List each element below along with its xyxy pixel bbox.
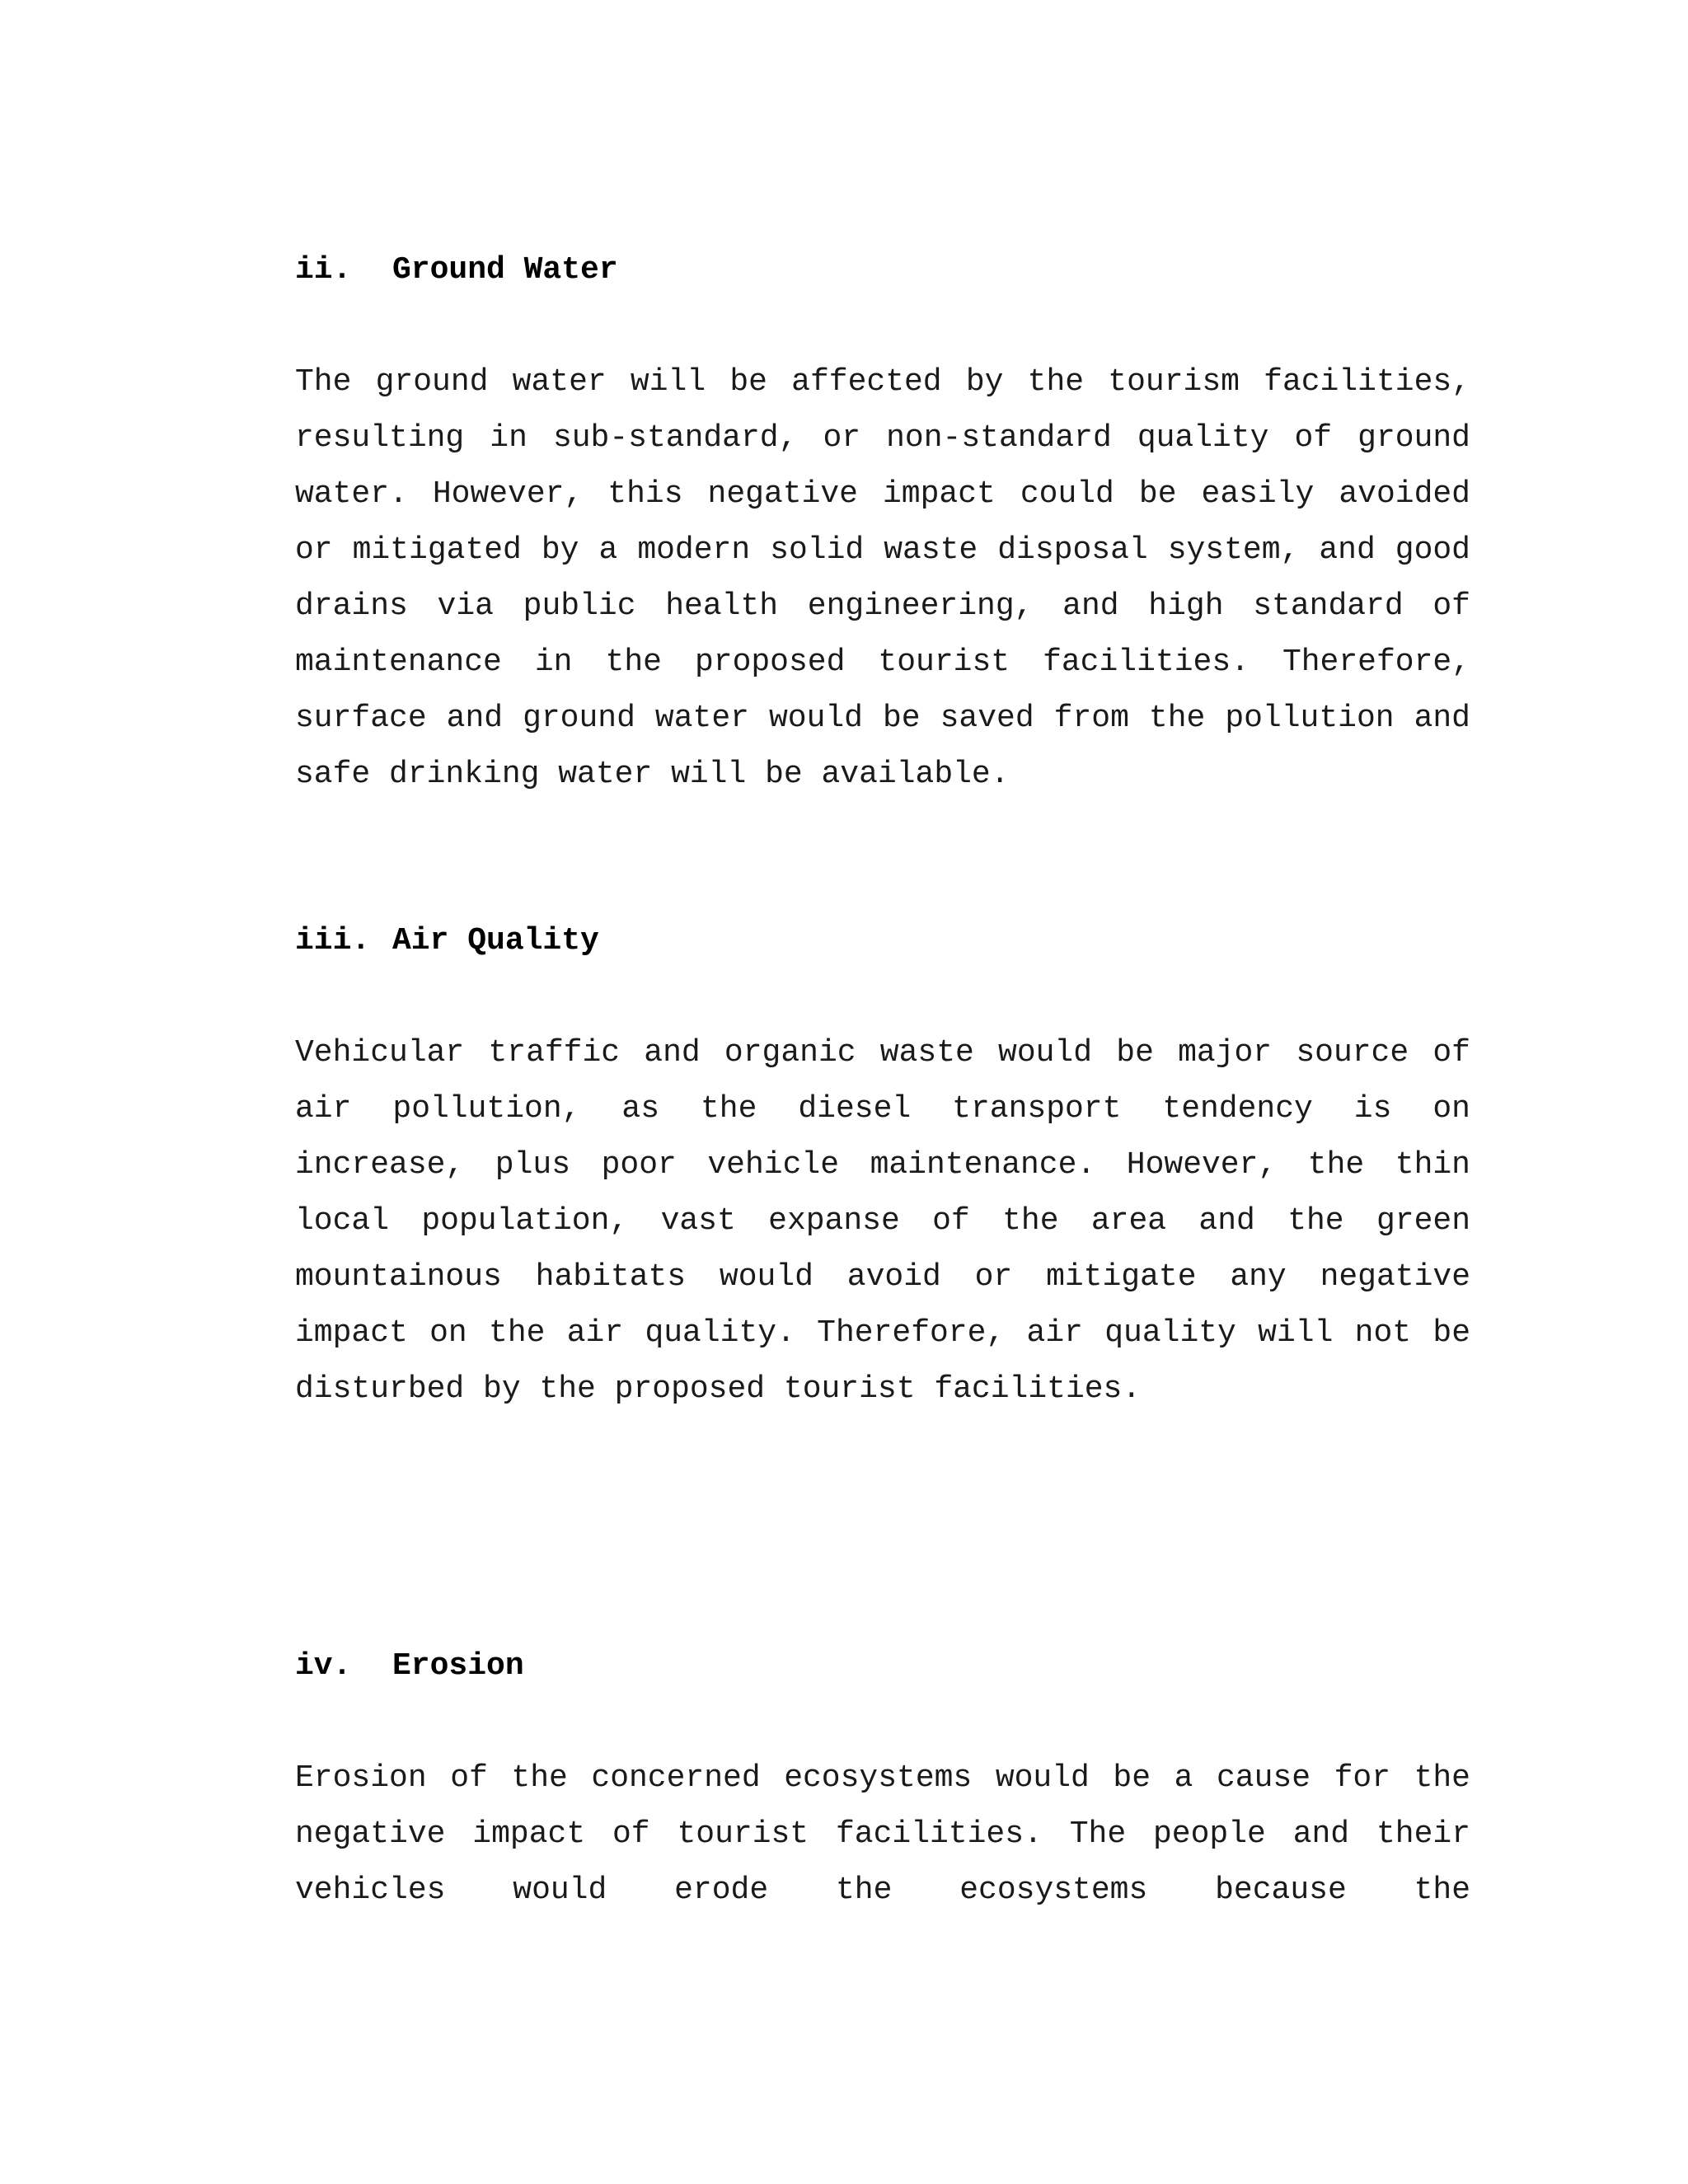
section-paragraph-erosion: Erosion of the concerned ecosystems would be a cause for the negative impact of tourist facilities. The people and their vehicles would erode the ecosystems because the — [295, 1760, 1470, 1908]
section-heading-ground-water — [295, 251, 1470, 289]
section-number: ii. — [295, 252, 352, 288]
section-number: iii. — [295, 923, 371, 958]
section-paragraph-air-quality: Vehicular traffic and organic waste would be major source of air pollution, as the diesel transport tendency is on increase, plus poor vehicle maintenance. However, the thin local population, vast expanse of the area and the green mountainous habitats would avoid or mitigate any negative impact on the air quality. Therefore, air quality will not be disturbed by the proposed tourist facilities. — [295, 1035, 1470, 1407]
section-number: iv. — [295, 1648, 352, 1684]
section-paragraph-ground-water: The ground water will be affected by the tourism facilities, resulting in sub-standard, or non-standard quality of ground water. However, this negative impact could be easily avoided or mitigated by a modern solid waste disposal system, and good drains via public health engineering, and high standard of maintenance in the proposed tourist facilities. Therefore, surface and ground water would be saved from the pollution and safe drinking water will be available. — [295, 364, 1470, 792]
section-title: Air Quality — [392, 923, 599, 958]
section-heading-erosion — [295, 1647, 1470, 1685]
section-title: Ground Water — [392, 252, 618, 288]
section-title: Erosion — [392, 1648, 524, 1684]
section-heading-air-quality — [295, 922, 1470, 960]
